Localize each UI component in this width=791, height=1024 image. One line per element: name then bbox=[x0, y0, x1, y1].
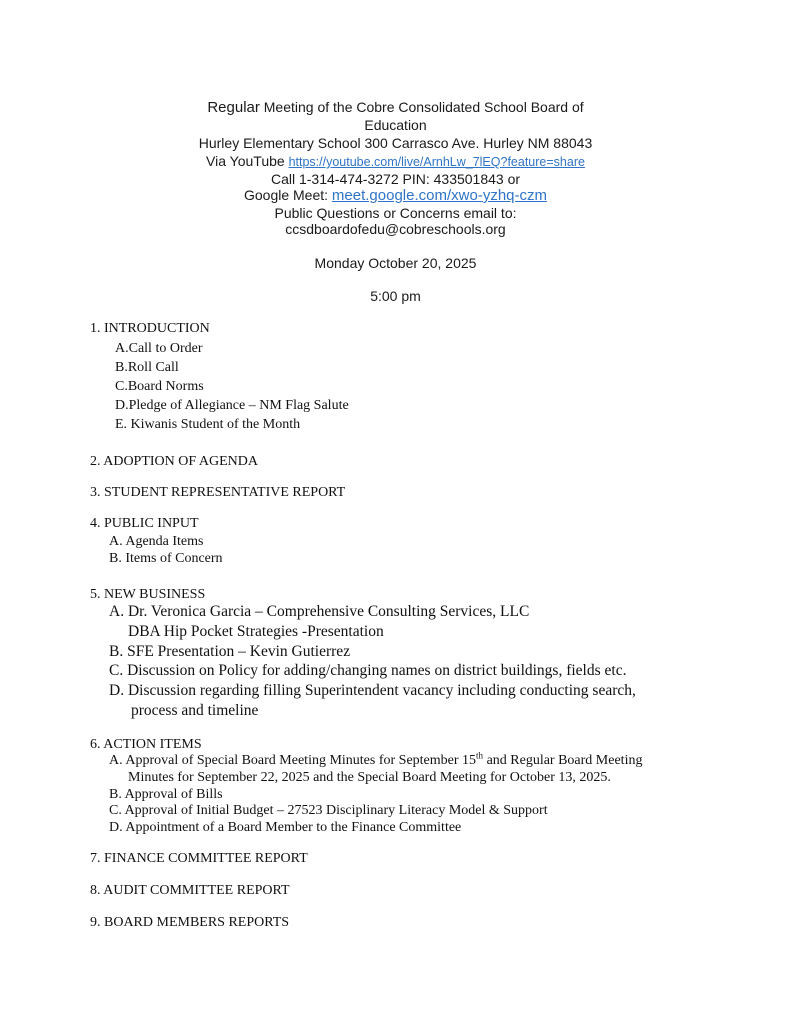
section-introduction: 1. INTRODUCTION bbox=[90, 321, 210, 336]
section-audit-committee-report: 8. AUDIT COMMITTEE REPORT bbox=[90, 883, 290, 898]
list-item: A. Approval of Special Board Meeting Minutes for September 15th and Regular Board Meeting bbox=[109, 750, 643, 768]
list-item: A.Call to Order bbox=[115, 341, 203, 356]
section-new-business: 5. NEW BUSINESS bbox=[90, 587, 206, 602]
meeting-title-line2: Education bbox=[364, 117, 427, 133]
list-item-continuation: process and timeline bbox=[131, 702, 259, 719]
list-item: D.Pledge of Allegiance – NM Flag Salute bbox=[115, 398, 349, 413]
list-item: C.Board Norms bbox=[115, 379, 204, 394]
list-item: C. Discussion on Policy for adding/changing names on district buildings, fields etc. bbox=[109, 662, 627, 679]
list-item-continuation: Minutes for September 22, 2025 and the Special Board Meeting for October 13, 2025. bbox=[128, 770, 611, 785]
section-student-representative-report: 3. STUDENT REPRESENTATIVE REPORT bbox=[90, 485, 346, 500]
meeting-date: Monday October 20, 2025 bbox=[314, 255, 477, 271]
youtube-line: Via YouTube https://youtube.com/live/ArnhLw_7lEQ?feature=share bbox=[206, 153, 585, 169]
list-item: A. Dr. Veronica Garcia – Comprehensive Consulting Services, LLC bbox=[109, 603, 530, 620]
section-board-members-reports: 9. BOARD MEMBERS REPORTS bbox=[90, 915, 290, 930]
list-item: A. Agenda Items bbox=[109, 534, 204, 549]
section-adoption-of-agenda: 2. ADOPTION OF AGENDA bbox=[90, 454, 259, 469]
meeting-title-line1: Regular Meeting of the Cobre Consolidated School Board of bbox=[207, 99, 584, 116]
google-meet-link[interactable]: meet.google.com/xwo-yzhq-czm bbox=[331, 187, 547, 204]
meeting-time: 5:00 pm bbox=[370, 288, 421, 304]
google-meet-line: Google Meet: meet.google.com/xwo-yzhq-czm bbox=[243, 187, 547, 204]
list-item: B.Roll Call bbox=[115, 360, 179, 375]
public-questions-line: Public Questions or Concerns email to: bbox=[274, 205, 517, 221]
meeting-location: Hurley Elementary School 300 Carrasco Ave. Hurley NM 88043 bbox=[198, 135, 593, 151]
contact-email: ccsdboardofedu@cobreschools.org bbox=[285, 221, 506, 237]
youtube-link[interactable]: https://youtube.com/live/ArnhLw_7lEQ?feature=share bbox=[288, 155, 585, 169]
section-finance-committee-report: 7. FINANCE COMMITTEE REPORT bbox=[90, 851, 308, 866]
list-item-continuation: DBA Hip Pocket Strategies -Presentation bbox=[128, 623, 384, 640]
call-line: Call 1-314-474-3272 PIN: 433501843 or bbox=[270, 171, 521, 187]
section-public-input: 4. PUBLIC INPUT bbox=[90, 516, 199, 531]
list-item: B. SFE Presentation – Kevin Gutierrez bbox=[109, 643, 351, 660]
list-item: E. Kiwanis Student of the Month bbox=[115, 417, 301, 432]
list-item: D. Discussion regarding filling Superintendent vacancy including conducting search, bbox=[109, 682, 636, 699]
list-item: B. Items of Concern bbox=[109, 551, 223, 566]
list-item: C. Approval of Initial Budget – 27523 Disciplinary Literacy Model & Support bbox=[109, 803, 548, 818]
list-item: D. Appointment of a Board Member to the Finance Committee bbox=[109, 820, 462, 835]
list-item: B. Approval of Bills bbox=[109, 787, 223, 802]
section-action-items: 6. ACTION ITEMS bbox=[90, 737, 202, 752]
